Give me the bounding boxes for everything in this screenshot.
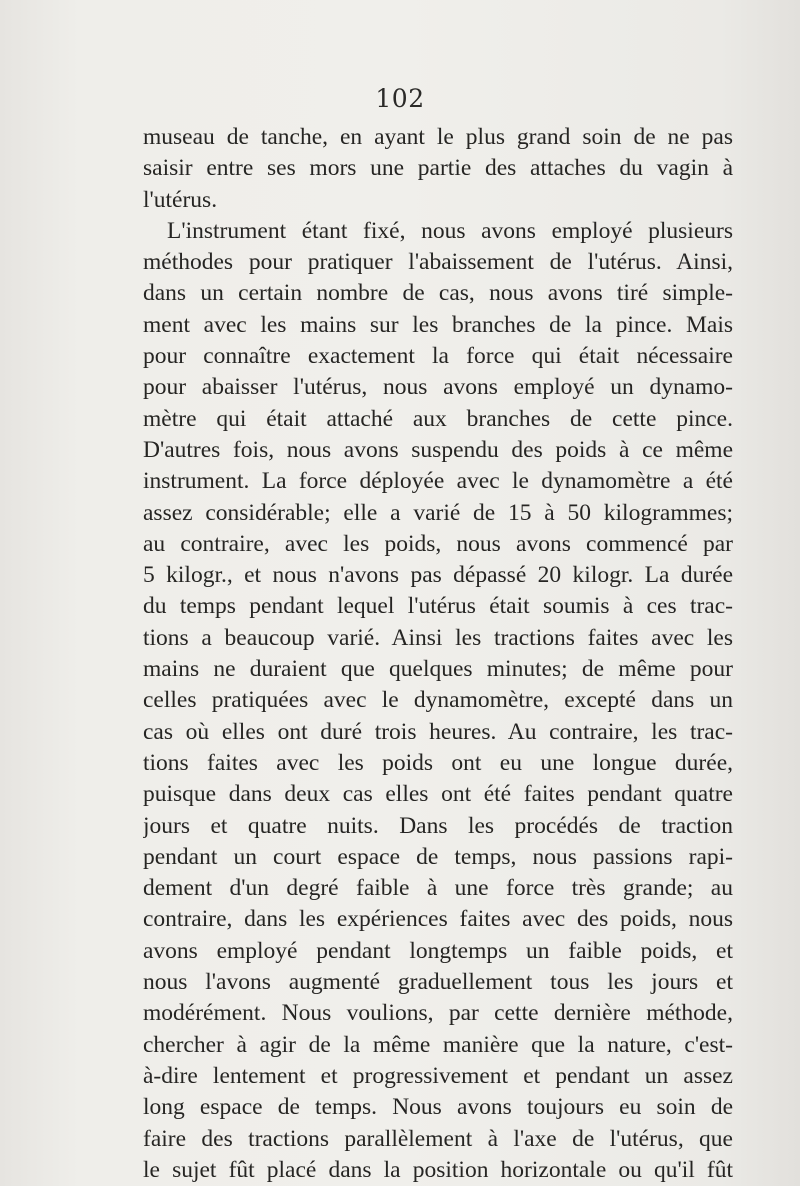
text-line: méthodes pour pratiquer l'abaissement de l'utérus. Ainsi, [143,249,733,276]
text-line: instrument. La force déployée avec le dynamomètre a été [143,468,733,495]
body-text [143,122,733,1186]
text-line: avons employé pendant longtemps un faible poids, et [143,937,733,964]
text-line: modérément. Nous voulions, par cette dernière méthode, [143,1000,733,1027]
text-line: museau de tanche, en ayant le plus grand soin de ne pas [143,124,733,150]
page-number: 102 [375,84,425,113]
text-line: long espace de temps. Nous avons toujours eu soin de [143,1094,733,1121]
text-line: ment avec les mains sur les branches de la pince. Mais [143,311,733,338]
text-line: jours et quatre nuits. Dans les procédés de traction [143,812,733,839]
text-line: pendant un court espace de temps, nous passions rapi- [143,843,733,870]
text-line: contraire, dans les expériences faites avec des poids, nous [143,906,733,933]
text-line: mètre qui était attaché aux branches de cette pince. [143,405,733,432]
text-line: du temps pendant lequel l'utérus était soumis à ces trac- [143,593,733,620]
text-line: tions faites avec les poids ont eu une longue durée, [143,749,733,776]
text-line: à-dire lentement et progressivement et pendant un assez [143,1062,733,1089]
text-line: assez considérable; elle a varié de 15 à 50 kilogrammes; [143,499,733,526]
text-line: tions a beaucoup varié. Ainsi les tractions faites avec les [143,624,733,651]
text-line: 5 kilogr., et nous n'avons pas dépassé 20 kilogr. La durée [143,562,733,589]
text-line: pour connaître exactement la force qui était nécessaire [143,343,733,370]
text-line: au contraire, avec les poids, nous avons commencé par [143,530,733,557]
text-line: D'autres fois, nous avons suspendu des poids à ce même [143,436,733,463]
text-line: le sujet fût placé dans la position horizontale ou qu'il fût [143,1156,733,1183]
text-line: pour abaisser l'utérus, nous avons employé un dynamo- [143,374,733,401]
text-line: celles pratiquées avec le dynamomètre, excepté dans un [143,687,733,714]
text-line: L'instrument étant fixé, nous avons employé plusieurs [167,217,733,244]
text-line: faire des tractions parallèlement à l'axe de l'utérus, que [143,1125,733,1152]
text-line: cas où elles ont duré trois heures. Au contraire, les trac- [143,718,733,745]
text-line: mains ne duraient que quelques minutes; de même pour [143,656,733,683]
text-line: puisque dans deux cas elles ont été faites pendant quatre [143,781,733,808]
text-line: nous l'avons augmenté graduellement tous les jours et [143,969,733,996]
text-line: dement d'un degré faible à une force très grande; au [143,875,733,902]
text-line: dans un certain nombre de cas, nous avons tiré simple- [143,280,733,307]
text-line: chercher à agir de la même manière que la nature, c'est- [143,1031,733,1058]
text-line: saisir entre ses mors une partie des attaches du vagin à [143,155,733,182]
text-line: l'utérus. [143,186,218,213]
